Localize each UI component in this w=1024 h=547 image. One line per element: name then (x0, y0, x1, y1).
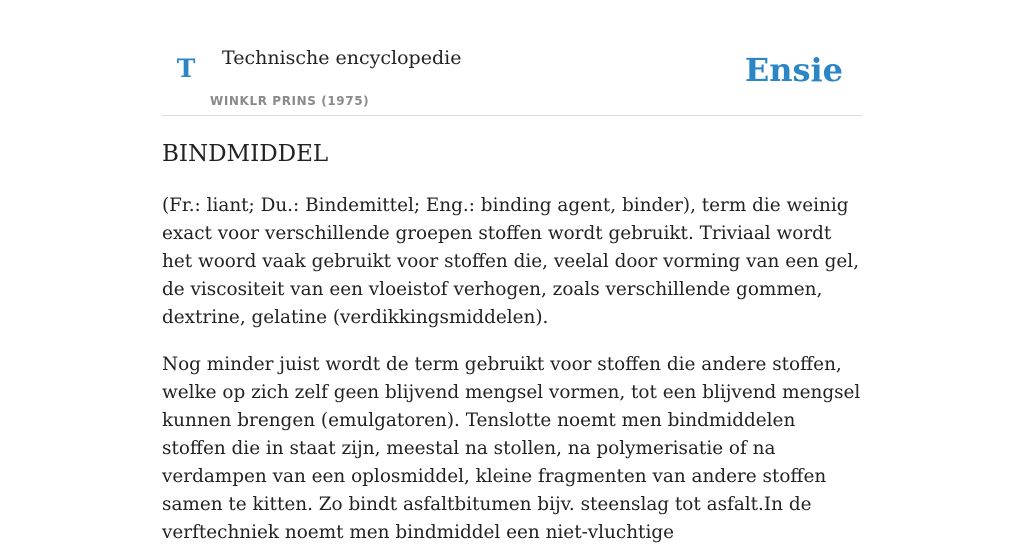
article-paragraph: Nog minder juist wordt de term gebruikt voor stoffen die andere stoffen, welke op zich zelf geen blijvend mengsel vormen, tot een blijvend mengsel kunnen brengen (emulgatoren). Tenslotte noemt men bindmiddelen stoffen die in staat zijn, meestal na stollen, na polymerisatie of na verdampen van een oplosmiddel, kleine fragmenten van andere stoffen samen te kitten. Zo bindt asfaltbitumen bijv. steenslag tot asfalt.In de verftechniek noemt men bindmiddel een niet-vluchtige (162, 354, 861, 543)
article-paragraph: (Fr.: liant; Du.: Bindemittel; Eng.: binding agent, binder), term die weinig exact voor verschillende groepen stoffen wordt gebruikt. Triviaal wordt het woord vaak gebruikt voor stoffen die, veelal door vorming van een gel, de viscositeit van een vloeistof verhogen, zoals verschillende gommen, dextrine, gelatine (verdikkingsmiddelen). (162, 195, 860, 328)
book-title[interactable]: Technische encyclopedie (222, 47, 462, 69)
letter-t-icon: T (176, 54, 196, 83)
page-header (162, 0, 862, 116)
ensie-logo[interactable]: Ensie (744, 51, 843, 89)
entry-title: BINDMIDDEL (162, 141, 329, 167)
book-subtitle: WINKLR PRINS (1975) (210, 94, 370, 108)
article (162, 138, 862, 547)
